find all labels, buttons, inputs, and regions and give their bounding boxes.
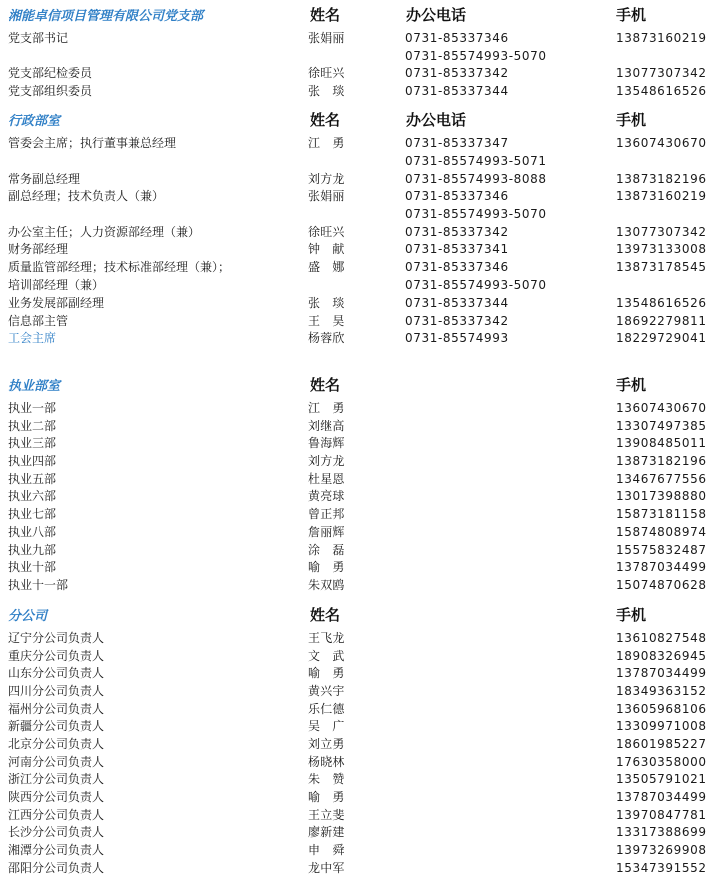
table-row bbox=[0, 453, 712, 471]
branch-title: 陕西分公司负责人 bbox=[8, 790, 105, 804]
branch-title: 福州分公司负责人 bbox=[8, 702, 105, 716]
branch-title: 江西分公司负责人 bbox=[8, 808, 105, 822]
table-row bbox=[0, 506, 712, 524]
person-name: 刘继高 bbox=[308, 419, 345, 433]
person-name: 曾正邦 bbox=[308, 507, 345, 521]
department-name: 执业六部 bbox=[8, 489, 57, 503]
column-header-office-phone: 办公电话 bbox=[406, 111, 467, 129]
mobile-phone: 13787034499 bbox=[616, 666, 707, 680]
table-row bbox=[0, 241, 712, 259]
table-row bbox=[0, 418, 712, 436]
department-name: 执业四部 bbox=[8, 454, 57, 468]
table-row bbox=[0, 171, 712, 189]
department-name: 执业一部 bbox=[8, 401, 57, 415]
person-name: 文 武 bbox=[308, 649, 345, 663]
mobile-phone: 13309971008 bbox=[616, 719, 707, 733]
office-phone: 0731-85337342 bbox=[405, 225, 509, 239]
branch-title: 重庆分公司负责人 bbox=[8, 649, 105, 663]
branch-title: 山东分公司负责人 bbox=[8, 666, 105, 680]
table-row bbox=[0, 488, 712, 506]
mobile-phone: 13317388699 bbox=[616, 825, 707, 839]
table-row bbox=[0, 48, 712, 66]
mobile-phone: 13610827548 bbox=[616, 631, 707, 645]
person-name: 喻 勇 bbox=[308, 560, 345, 574]
position-title: 工会主席 bbox=[8, 331, 57, 345]
person-name: 刘方龙 bbox=[308, 454, 345, 468]
person-name: 王立斐 bbox=[308, 808, 345, 822]
table-row bbox=[0, 259, 712, 277]
department-name: 执业三部 bbox=[8, 436, 57, 450]
department-name: 执业十部 bbox=[8, 560, 57, 574]
person-name: 刘立勇 bbox=[308, 737, 345, 751]
person-name: 张 琰 bbox=[308, 84, 345, 98]
mobile-phone: 13873182196 bbox=[616, 172, 707, 186]
section-header-practice-departments bbox=[0, 374, 712, 394]
column-header-name: 姓名 bbox=[310, 606, 341, 624]
person-name: 王飞龙 bbox=[308, 631, 345, 645]
person-name: 龙中军 bbox=[308, 861, 345, 875]
mobile-phone: 13548616526 bbox=[616, 84, 707, 98]
office-phone: 0731-85574993-5070 bbox=[405, 207, 547, 221]
mobile-phone: 13973269908 bbox=[616, 843, 707, 857]
column-header-office-phone: 办公电话 bbox=[406, 6, 467, 24]
person-name: 张 琰 bbox=[308, 296, 345, 310]
position-title: 常务副总经理 bbox=[8, 172, 81, 186]
mobile-phone: 13970847781 bbox=[616, 808, 707, 822]
mobile-phone: 13605968106 bbox=[616, 702, 707, 716]
position-title: 党支部组织委员 bbox=[8, 84, 93, 98]
person-name: 朱双鸥 bbox=[308, 578, 345, 592]
person-name: 涂 磊 bbox=[308, 543, 345, 557]
person-name: 盛 娜 bbox=[308, 260, 345, 274]
branch-title: 邵阳分公司负责人 bbox=[8, 861, 105, 875]
person-name: 申 舜 bbox=[308, 843, 345, 857]
office-phone: 0731-85337342 bbox=[405, 66, 509, 80]
department-name: 执业五部 bbox=[8, 472, 57, 486]
table-row bbox=[0, 718, 712, 736]
position-title: 业务发展部副经理 bbox=[8, 296, 105, 310]
column-header-name: 姓名 bbox=[310, 6, 341, 24]
person-name: 杨蓉欣 bbox=[308, 331, 345, 345]
branch-title: 湘潭分公司负责人 bbox=[8, 843, 105, 857]
table-row bbox=[0, 135, 712, 153]
person-name: 鲁海辉 bbox=[308, 436, 345, 450]
table-row bbox=[0, 559, 712, 577]
table-row bbox=[0, 65, 712, 83]
mobile-phone: 18229729041 bbox=[616, 331, 707, 345]
department-name: 执业九部 bbox=[8, 543, 57, 557]
mobile-phone: 18601985227 bbox=[616, 737, 707, 751]
mobile-phone: 13873182196 bbox=[616, 454, 707, 468]
table-row bbox=[0, 542, 712, 560]
mobile-phone: 13307497385 bbox=[616, 419, 707, 433]
person-name: 王 昊 bbox=[308, 314, 345, 328]
person-name: 黄兴宇 bbox=[308, 684, 345, 698]
person-name: 黄亮球 bbox=[308, 489, 345, 503]
table-row bbox=[0, 295, 712, 313]
office-phone: 0731-85337342 bbox=[405, 314, 509, 328]
department-name: 执业八部 bbox=[8, 525, 57, 539]
office-phone: 0731-85574993-5070 bbox=[405, 278, 547, 292]
table-row bbox=[0, 648, 712, 666]
person-name: 杜星恩 bbox=[308, 472, 345, 486]
table-row bbox=[0, 188, 712, 206]
mobile-phone: 18908326945 bbox=[616, 649, 707, 663]
branch-title: 浙江分公司负责人 bbox=[8, 772, 105, 786]
mobile-phone: 15074870628 bbox=[616, 578, 707, 592]
mobile-phone: 13787034499 bbox=[616, 560, 707, 574]
office-phone: 0731-85337346 bbox=[405, 189, 509, 203]
column-header-mobile: 手机 bbox=[616, 111, 647, 129]
mobile-phone: 13873160219 bbox=[616, 189, 707, 203]
table-row bbox=[0, 224, 712, 242]
office-phone: 0731-85574993-5070 bbox=[405, 49, 547, 63]
mobile-phone: 13873178545 bbox=[616, 260, 707, 274]
position-title: 党支部纪检委员 bbox=[8, 66, 93, 80]
department-name: 执业二部 bbox=[8, 419, 57, 433]
person-name: 江 勇 bbox=[308, 136, 345, 150]
table-row bbox=[0, 665, 712, 683]
table-row bbox=[0, 153, 712, 171]
section-header-administration bbox=[0, 109, 712, 129]
table-row bbox=[0, 524, 712, 542]
mobile-phone: 15347391552 bbox=[616, 861, 707, 875]
table-row bbox=[0, 206, 712, 224]
branch-title: 新疆分公司负责人 bbox=[8, 719, 105, 733]
person-name: 詹丽辉 bbox=[308, 525, 345, 539]
table-row bbox=[0, 30, 712, 48]
person-name: 廖新建 bbox=[308, 825, 345, 839]
mobile-phone: 15874808974 bbox=[616, 525, 707, 539]
mobile-phone: 13077307342 bbox=[616, 66, 707, 80]
position-title: 财务部经理 bbox=[8, 242, 69, 256]
person-name: 徐旺兴 bbox=[308, 66, 345, 80]
person-name: 钟 献 bbox=[308, 242, 345, 256]
table-row bbox=[0, 807, 712, 825]
table-row bbox=[0, 330, 712, 348]
office-phone: 0731-85337346 bbox=[405, 31, 509, 45]
column-header-mobile: 手机 bbox=[616, 376, 647, 394]
table-row bbox=[0, 400, 712, 418]
mobile-phone: 15873181158 bbox=[616, 507, 707, 521]
mobile-phone: 18692279811 bbox=[616, 314, 707, 328]
person-name: 江 勇 bbox=[308, 401, 345, 415]
person-name: 吴 广 bbox=[308, 719, 345, 733]
table-row bbox=[0, 860, 712, 878]
table-row bbox=[0, 736, 712, 754]
office-phone: 0731-85574993-8088 bbox=[405, 172, 547, 186]
branch-title: 四川分公司负责人 bbox=[8, 684, 105, 698]
column-header-mobile: 手机 bbox=[616, 606, 647, 624]
person-name: 刘方龙 bbox=[308, 172, 345, 186]
table-row bbox=[0, 754, 712, 772]
position-title: 信息部主管 bbox=[8, 314, 69, 328]
person-name: 朱 赞 bbox=[308, 772, 345, 786]
branch-title: 辽宁分公司负责人 bbox=[8, 631, 105, 645]
table-row bbox=[0, 435, 712, 453]
branch-title: 北京分公司负责人 bbox=[8, 737, 105, 751]
mobile-phone: 13548616526 bbox=[616, 296, 707, 310]
office-phone: 0731-85337341 bbox=[405, 242, 509, 256]
column-header-name: 姓名 bbox=[310, 111, 341, 129]
position-title: 办公室主任；人力资源部经理（兼） bbox=[8, 225, 201, 239]
person-name: 喻 勇 bbox=[308, 790, 345, 804]
person-name: 喻 勇 bbox=[308, 666, 345, 680]
table-row bbox=[0, 789, 712, 807]
table-row bbox=[0, 577, 712, 595]
table-row bbox=[0, 683, 712, 701]
branch-title: 河南分公司负责人 bbox=[8, 755, 105, 769]
office-phone: 0731-85337347 bbox=[405, 136, 509, 150]
column-header-mobile: 手机 bbox=[616, 6, 647, 24]
mobile-phone: 13908485011 bbox=[616, 436, 707, 450]
mobile-phone: 18349363152 bbox=[616, 684, 707, 698]
office-phone: 0731-85337344 bbox=[405, 84, 509, 98]
section-title: 湘能卓信项目管理有限公司党支部 bbox=[8, 9, 204, 24]
position-title: 质量监管部经理；技术标准部经理（兼）； bbox=[8, 260, 231, 274]
section-title: 分公司 bbox=[8, 609, 48, 624]
table-row bbox=[0, 471, 712, 489]
position-title: 培训部经理（兼） bbox=[8, 278, 105, 292]
table-row bbox=[0, 277, 712, 295]
person-name: 徐旺兴 bbox=[308, 225, 345, 239]
mobile-phone: 15575832487 bbox=[616, 543, 707, 557]
mobile-phone: 13467677556 bbox=[616, 472, 707, 486]
position-title: 副总经理；技术负责人（兼） bbox=[8, 189, 165, 203]
mobile-phone: 13017398880 bbox=[616, 489, 707, 503]
section-header-party-branch bbox=[0, 4, 712, 24]
mobile-phone: 13873160219 bbox=[616, 31, 707, 45]
mobile-phone: 13077307342 bbox=[616, 225, 707, 239]
table-row bbox=[0, 771, 712, 789]
table-row bbox=[0, 824, 712, 842]
position-title: 管委会主席；执行董事兼总经理 bbox=[8, 136, 177, 150]
column-header-name: 姓名 bbox=[310, 376, 341, 394]
table-row bbox=[0, 83, 712, 101]
branch-title: 长沙分公司负责人 bbox=[8, 825, 105, 839]
mobile-phone: 13505791021 bbox=[616, 772, 707, 786]
table-row bbox=[0, 842, 712, 860]
mobile-phone: 13787034499 bbox=[616, 790, 707, 804]
office-phone: 0731-85337344 bbox=[405, 296, 509, 310]
mobile-phone: 17630358000 bbox=[616, 755, 707, 769]
section-header-branches bbox=[0, 604, 712, 624]
person-name: 杨晓林 bbox=[308, 755, 345, 769]
mobile-phone: 13607430670 bbox=[616, 136, 707, 150]
table-row bbox=[0, 313, 712, 331]
person-name: 张娟丽 bbox=[308, 31, 345, 45]
table-row bbox=[0, 701, 712, 719]
mobile-phone: 13973133008 bbox=[616, 242, 707, 256]
person-name: 乐仁德 bbox=[308, 702, 345, 716]
office-phone: 0731-85337346 bbox=[405, 260, 509, 274]
department-name: 执业七部 bbox=[8, 507, 57, 521]
person-name: 张娟丽 bbox=[308, 189, 345, 203]
office-phone: 0731-85574993-5071 bbox=[405, 154, 547, 168]
section-title: 执业部室 bbox=[8, 379, 61, 394]
position-title: 党支部书记 bbox=[8, 31, 69, 45]
mobile-phone: 13607430670 bbox=[616, 401, 707, 415]
table-row bbox=[0, 630, 712, 648]
section-title: 行政部室 bbox=[8, 114, 61, 129]
office-phone: 0731-85574993 bbox=[405, 331, 509, 345]
department-name: 执业十一部 bbox=[8, 578, 69, 592]
